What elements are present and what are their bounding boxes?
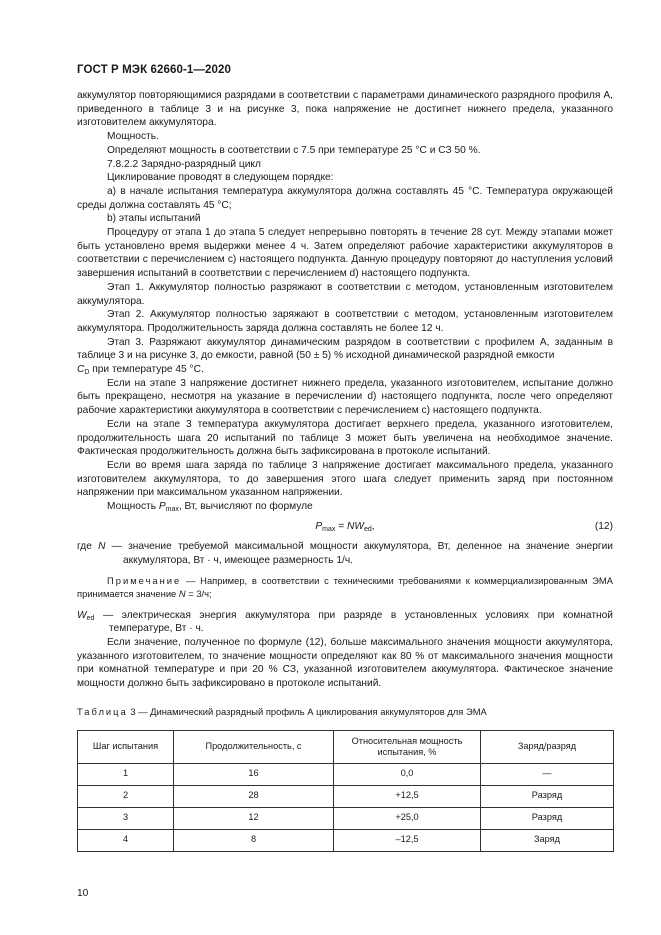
list-item: a) в начале испытания температура аккумулятора должна составлять 45 °С. Температура окружающей среды должна составлять 45 °С;	[77, 185, 613, 211]
text-run: при температуре 45 °С.	[89, 364, 204, 376]
paragraph: Циклирование проводят в следующем порядке:	[107, 172, 334, 184]
table-cell: 28	[174, 785, 334, 807]
table-cell: Заряд	[481, 829, 614, 851]
subscript: max	[322, 525, 336, 533]
paragraph	[77, 500, 613, 514]
paragraph: Если во время шага заряда по таблице 3 напряжение достигает максимального предела, указанного изготовителем аккумулятора, то до завершения этого шага следует применить заряд при постоянном напряжении при максимальном указанном напряжении.	[77, 459, 613, 499]
table-cell: –12,5	[334, 829, 481, 851]
formula	[77, 516, 613, 538]
variable: N	[98, 540, 106, 552]
list-item: b) этапы испытаний	[107, 213, 201, 225]
column-header: Продолжительность, с	[174, 730, 334, 763]
paragraph: аккумулятор повторяющимися разрядами в соответствии с параметрами динамического разрядного профиля А, приведенного в таблице 3 и на рисунке 3, пока напряжение не достигнет нижнего предела, указанного изготовителем аккумулятора.	[77, 90, 613, 129]
table-cell: 4	[78, 829, 174, 851]
text-run: — электрическая энергия аккумулятора при разряде в установленных условиях при комнатной температуре, Вт · ч.	[94, 609, 613, 635]
definition	[77, 540, 613, 567]
table-cell: 8	[174, 829, 334, 851]
table-cell: 16	[174, 763, 334, 785]
column-header: Заряд/разряд	[481, 730, 614, 763]
table-row	[78, 785, 614, 807]
table-cell: +25,0	[334, 807, 481, 829]
paragraph: Этап 2. Аккумулятор полностью заряжают в соответствии с методом, установленным изготовителем аккумулятора. Продолжительность заряда должна составлять не более 12 ч.	[77, 309, 613, 334]
table-row	[78, 807, 614, 829]
variable: P	[158, 501, 166, 513]
variable: N	[178, 587, 186, 599]
variable: C	[77, 364, 85, 376]
section-heading: 7.8.2.2 Зарядно-разрядный цикл	[107, 158, 261, 170]
column-header: Относительная мощность испытания, %	[334, 730, 481, 763]
subscript: max	[165, 506, 179, 514]
variable: P	[315, 520, 323, 532]
text-run: — значение требуемой максимальной мощности аккумулятора, Вт, деленное на значение энергии аккумулятора, Вт · ч, имеющее размерность 1/ч.	[105, 540, 613, 566]
text-run: = 3/ч;	[185, 587, 212, 599]
paragraph: Процедуру от этапа 1 до этапа 5 следует непрерывно повторять в течение 28 сут. Между этапами может быть установлено время выдержки менее 4 ч. Затем определяют рабочие характеристики аккумуляторов в соответствии с перечислением с) настоящего подпункта. Данную процедуру повторяют до наступления условий завершения испытаний в соответствии с перечислением d) настоящего подпункта.	[77, 227, 613, 280]
text-run: Этап 3. Разряжают аккумулятор динамическим разрядом в соответствии с профилем А, заданным в таблице 3 и на рисунке 3, до емкости, равной (50 ± 5) % исходной динамической разрядной емкости	[77, 336, 613, 362]
table-cell: 0,0	[334, 763, 481, 785]
subscript: ed	[86, 614, 95, 622]
paragraph: Если значение, полученное по формуле (12), больше максимального значения мощности аккумулятора, указанного изготовителем, то значение мощности определяют как 80 % от максимального значения мощности при комнатной температуре и при 20 % СЗ, указанной изготовителем аккумулятора. Фактическое значение мощности должно быть зафиксировано в протоколе испытаний.	[77, 637, 613, 690]
document-header: ГОСТ Р МЭК 62660-1—2020	[77, 64, 231, 76]
column-header: Шаг испытания	[78, 730, 174, 763]
text-run: где	[77, 540, 99, 552]
page-number: 10	[77, 888, 89, 899]
note	[77, 575, 613, 600]
paragraph: Если на этапе 3 температура аккумулятора достигает верхнего предела, указанного изготовителем, продолжительность шага 20 испытаний по таблице 3 может быть увеличена на необходимое значение. Фактическая продолжительность должна быть зафиксирована в протоколе испытаний.	[77, 418, 613, 458]
table-cell: —	[481, 763, 614, 785]
table-cell: 1	[78, 763, 174, 785]
subscript: ed	[364, 525, 372, 533]
variable: W	[77, 609, 87, 621]
paragraph: Этап 1. Аккумулятор полностью разряжают в соответствии с методом, установленным изготовителем аккумулятора.	[77, 281, 613, 307]
formula-number: (12)	[594, 520, 613, 532]
definition	[77, 609, 613, 636]
paragraph: Мощность.	[107, 131, 159, 143]
document-body	[77, 89, 613, 852]
note-label: Примечание	[107, 575, 182, 587]
text-run: 3 — Динамический разрядный профиль А циклирования аккумуляторов для ЭМА	[127, 705, 487, 717]
variable: NW	[347, 520, 364, 532]
table-row	[78, 829, 614, 851]
paragraph: Если на этапе 3 напряжение достигнет нижнего предела, указанного изготовителем, испытание должно быть прекращено, несмотря на указание в перечислении d) настоящего подпункта, после чего определяют рабочие характеристики аккумулятора в соответствии с перечислением с) настоящего подпункта.	[77, 377, 613, 417]
table-caption	[77, 705, 613, 719]
table-cell: 2	[78, 785, 174, 807]
subscript: D	[84, 369, 90, 377]
text-run: Мощность	[107, 501, 159, 513]
formula-body	[77, 520, 613, 534]
table-cell: +12,5	[334, 785, 481, 807]
caption-label: Таблица	[77, 705, 128, 717]
table-cell: 12	[174, 807, 334, 829]
text-run: — Например, в соответствии с техническими требованиями к коммерциализированным ЭМА принимается значение	[77, 575, 613, 599]
equals-sign: =	[335, 520, 348, 532]
paragraph	[77, 336, 613, 377]
table-row	[78, 763, 614, 785]
text-run: , Вт, вычисляют по формуле	[178, 501, 313, 513]
punctuation: ,	[371, 520, 375, 532]
paragraph: Определяют мощность в соответствии с 7.5 при температуре 25 °С и СЗ 50 %.	[107, 144, 481, 156]
table-cell: Разряд	[481, 807, 614, 829]
table-header-row	[78, 730, 614, 763]
data-table	[77, 730, 614, 852]
table-cell: Разряд	[481, 785, 614, 807]
table-cell: 3	[78, 807, 174, 829]
